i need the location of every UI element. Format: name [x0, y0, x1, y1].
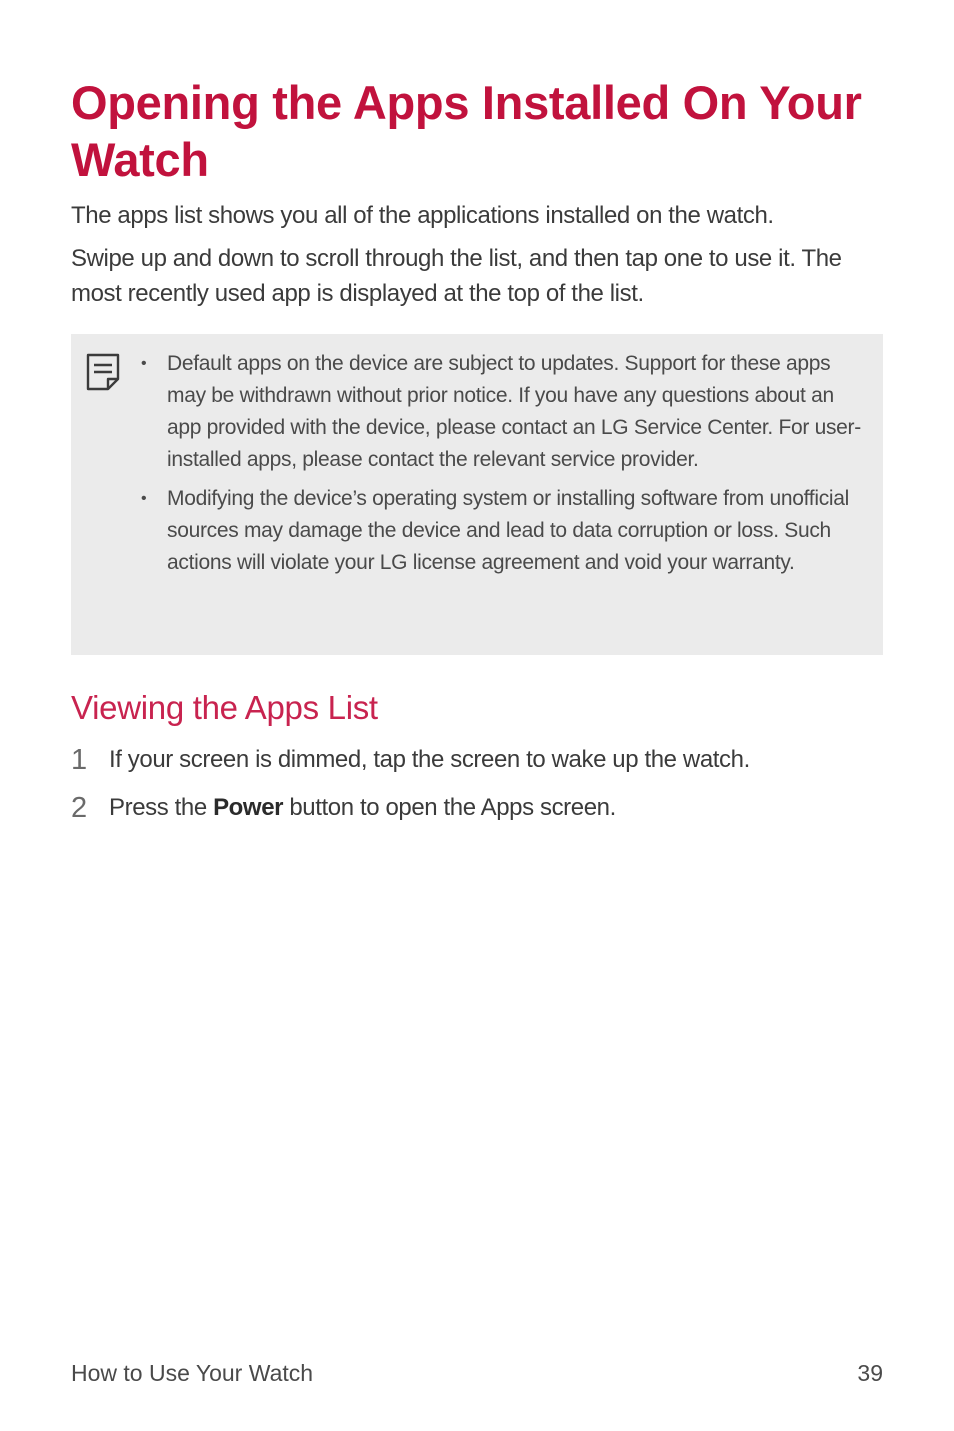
note-item-text: Default apps on the device are subject to updates. Support for these apps may be withdrawn without prior notice. If you have any questions about an app provided with the device, please contact an LG Service Center. For user-installed apps, please contact the relevant service provider. — [167, 352, 861, 471]
page-number: 39 — [857, 1360, 883, 1386]
intro-paragraph: Swipe up and down to scroll through the list, and then tap one to use it. The most recently used app is displayed at the top of the list. — [71, 245, 842, 307]
footer-section-name: How to Use Your Watch — [71, 1360, 314, 1386]
note-box — [71, 334, 883, 655]
note-item-text: Modifying the device’s operating system or installing software from unofficial sources may damage the device and lead to data corruption or loss. Such actions will violate your LG license agreement and void your warranty. — [167, 487, 849, 574]
note-list — [141, 348, 863, 579]
step-text: If your screen is dimmed, tap the screen to wake up the watch. — [109, 746, 750, 773]
step-text — [109, 790, 616, 826]
step-text-before: Press the — [109, 794, 214, 821]
step-text-after: button to open the Apps screen. — [283, 794, 616, 821]
step-number: 1 — [71, 744, 87, 776]
page-title: Opening the Apps Installed On Your Watch — [71, 76, 862, 186]
steps-list — [71, 742, 891, 838]
note-item — [141, 348, 863, 476]
power-term: Power — [213, 794, 284, 821]
note-item — [141, 483, 863, 579]
bullet-icon: • — [141, 490, 147, 507]
intro-paragraph: The apps list shows you all of the applications installed on the watch. — [71, 202, 774, 229]
step-item — [71, 790, 891, 838]
note-icon — [85, 352, 121, 392]
step-number: 2 — [71, 792, 87, 824]
bullet-icon: • — [141, 355, 147, 372]
step-item — [71, 742, 891, 790]
section-heading: Viewing the Apps List — [71, 689, 378, 726]
